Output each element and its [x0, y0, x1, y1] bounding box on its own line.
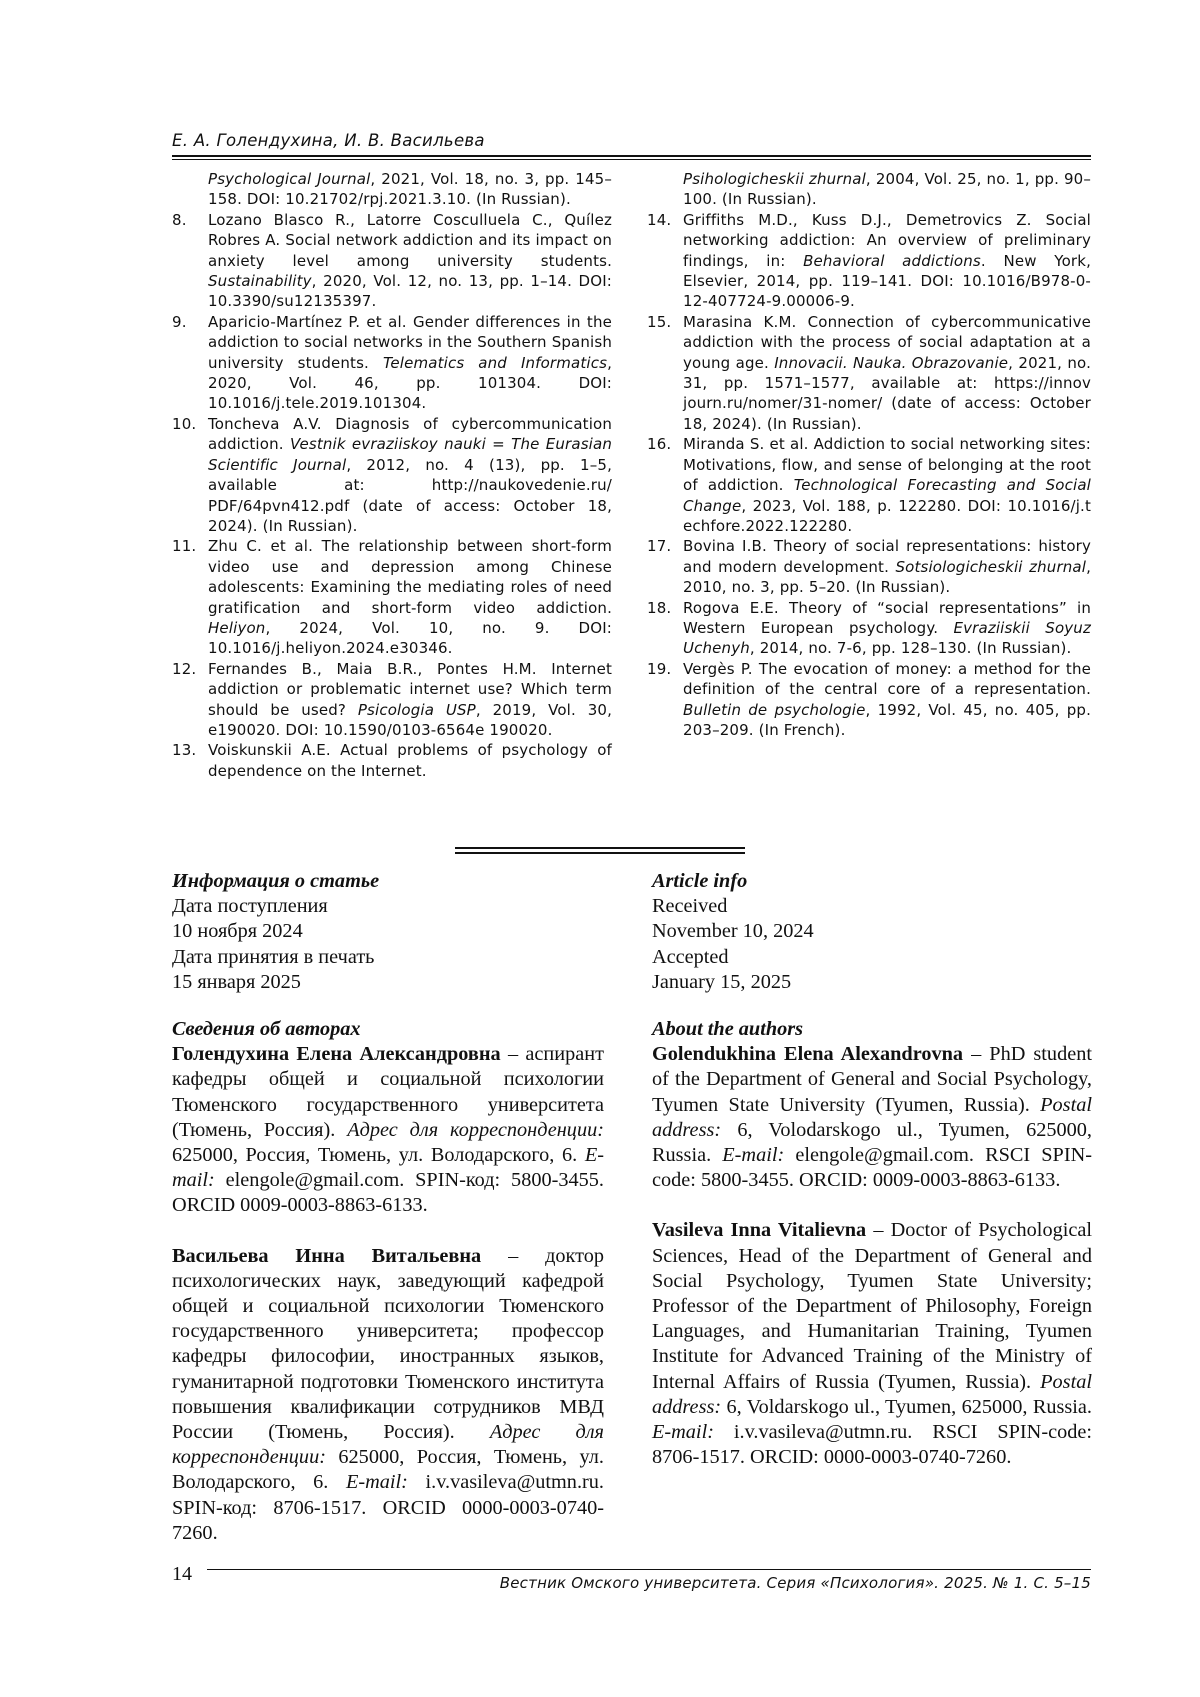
- author-1-address: 6, Volodarskogo ul., Tyumen, 625000, Russia.: [652, 1118, 1092, 1167]
- accepted-date-ru: 15 января 2025: [172, 970, 301, 993]
- reference-text: Miranda S. et al. Addiction to social networking sites: Motivations, flow, and sense of belonging at the root of addiction.: [683, 435, 1091, 495]
- reference-source: Telematics and Informatics: [382, 353, 608, 372]
- header-rule-thin: [172, 159, 1091, 160]
- reference-number: 14.: [647, 210, 672, 229]
- email-label: E-mail:: [722, 1144, 785, 1167]
- reference-text: Aparicio-Martínez P. et al. Gender differences in the addiction to social networks in the Southern Spanish university students.: [208, 312, 612, 372]
- reference-item: [647, 434, 1091, 536]
- reference-details: , 2010, no. 3, pp. 5–20. (In Russian).: [683, 557, 1091, 597]
- reference-text: Marasina K.M. Connection of cybercommunicative addiction with the process of social adaptation at a young age.: [683, 312, 1091, 372]
- reference-details: , 2020, Vol. 46, pp. 101304. DOI: 10.1016/j.tele.2019.101304.: [208, 353, 612, 413]
- reference-details: , 2014, no. 7-6, pp. 128–130. (In Russian).: [749, 639, 1072, 658]
- reference-item: [647, 536, 1091, 597]
- author-2-contacts: i.v.vasileva@utmn.ru. SPIN-код: 8706-1517. ORCID 0000-0003-0740-7260.: [172, 1471, 604, 1544]
- reference-source: Psihologicheskii zhurnal: [683, 170, 866, 188]
- author-1-name-ru: Голендухина Елена Александровна: [172, 1043, 501, 1066]
- running-header-authors: Е. А. Голендухина, И. В. Васильева: [172, 131, 485, 150]
- received-label-ru: Дата поступления: [172, 895, 328, 918]
- received-date-en: November 10, 2024: [652, 920, 814, 943]
- article-info-heading-en: Article info: [652, 870, 748, 892]
- author-2-address: 625000, Россия, Тюмень, ул. Володарского, 6.: [172, 1446, 604, 1494]
- reference-source: Heliyon: [208, 618, 266, 637]
- authors-heading-ru: Сведения об авторах: [172, 1018, 361, 1040]
- reference-item: [647, 659, 1091, 741]
- reference-item: [172, 659, 612, 741]
- reference-item: [172, 740, 612, 781]
- email-label: E-mail:: [172, 1144, 604, 1192]
- reference-source: Innovacii. Nauka. Obrazovanie: [774, 353, 1009, 372]
- author-1-bio-en: [652, 1042, 1092, 1193]
- reference-details: , 2019, Vol. 30, e190020. DOI: 10.1590/0103-6564e 190020.: [208, 700, 612, 739]
- received-label-en: Received: [652, 895, 728, 918]
- author-1-address: 625000, Россия, Тюмень, ул. Володарского, 6.: [172, 1144, 585, 1167]
- author-1-contacts: elengole@gmail.com. RSCI SPIN-code: 5800-3455. ORCID: 0009-0003-8863-6133.: [652, 1144, 1092, 1192]
- author-1-name-en: Golendukhina Elena Alexandrovna: [652, 1043, 964, 1066]
- reference-text: Zhu C. et al. The relationship between short-form video use and depression among Chinese adolescents: Examining the mediating roles of need gratification and short-form video addiction.: [208, 537, 612, 617]
- reference-text: Griffiths M.D., Kuss D.J., Demetrovics Z. Social networking addiction: An overview of preliminary findings, in:: [683, 210, 1091, 270]
- reference-number: 18.: [647, 598, 672, 617]
- reference-source: Psychological Journal: [208, 170, 371, 188]
- references-right-column: [647, 169, 1091, 740]
- authors-en: [652, 1017, 1092, 1470]
- header-rule: [172, 155, 1091, 157]
- reference-text: Vergès P. The evocation of money: a method for the definition of the central core of a representation.: [683, 659, 1091, 699]
- reference-text: Bovina I.B. Theory of social representations: history and modern development.: [683, 537, 1091, 576]
- reference-number: 8.: [172, 210, 187, 229]
- reference-item: [647, 598, 1091, 659]
- footer-rule: [207, 1569, 1091, 1570]
- reference-source: Behavioral addictions: [803, 251, 981, 270]
- page-number: 14: [172, 1563, 192, 1585]
- reference-text: Fernandes B., Maia B.R., Pontes H.M. Internet addiction or problematic internet use? Which term should be used?: [208, 659, 612, 719]
- reference-details: , 2023, Vol. 188, p. 122280. DOI: 10.1016/j.t echfore.2022.122280.: [683, 496, 1091, 535]
- author-2-text: – Doctor of Psychological Sciences, Head of the Department of General and Social Psychology, Tyumen State University; Professor of the Department of Philosophy, Foreign Languages, and Humanitarian Training, Tyumen Institute for Advanced Training of the Ministry of Internal Affairs of Russia (Tyumen, Russia).: [652, 1219, 1092, 1393]
- references-left-column: [172, 169, 612, 781]
- accepted-label-en: Accepted: [652, 945, 729, 968]
- email-label: E-mail:: [345, 1471, 408, 1494]
- reference-item: [172, 210, 612, 312]
- postal-address-label: Адрес для корреспонденции:: [172, 1421, 604, 1469]
- reference-item: [172, 169, 612, 210]
- reference-details: , 1992, Vol. 45, no. 405, pp. 203–209. (In French).: [683, 700, 1091, 739]
- author-2-text: – доктор психологических наук, заведующий кафедрой общей и социальной психологии Тюменского государственного университета; профессор кафедры философии, иностранных языков, гуманитарной подготовки Тюменского института повышения квалификации сотрудников МВД России (Тюмень, Россия).: [172, 1244, 604, 1444]
- reference-text: Toncheva A.V. Diagnosis of cybercommunication addiction.: [208, 414, 612, 454]
- reference-number: 16.: [647, 435, 672, 454]
- author-2-name-en: Vasileva Inna Vitalievna: [652, 1219, 867, 1242]
- reference-source: Technological Forecasting and Social Change: [683, 476, 1092, 515]
- accepted-date-en: January 15, 2025: [652, 970, 792, 993]
- article-info-en: [652, 869, 1092, 995]
- author-1-text: – аспирант кафедры общей и социальной психологии Тюменского государственного университета (Тюмень, Россия).: [172, 1043, 604, 1141]
- reference-number: 12.: [172, 659, 197, 678]
- section-separator-second: [455, 852, 745, 854]
- reference-item: [647, 312, 1091, 434]
- reference-details: , 2020, Vol. 12, no. 13, pp. 1–14. DOI: 10.3390/su12135397.: [208, 272, 612, 311]
- reference-number: 13.: [172, 741, 197, 760]
- authors-ru: [172, 1017, 604, 1546]
- reference-number: 15.: [647, 312, 672, 331]
- reference-details: , 2021, Vol. 18, no. 3, pp. 145–158. DOI: 10.21702/rpj.2021.3.10. (In Russian).: [208, 170, 612, 209]
- author-2-bio-en: [652, 1218, 1092, 1470]
- author-1-bio-ru: [172, 1042, 604, 1218]
- article-info-heading-ru: Информация о статье: [172, 870, 380, 892]
- author-1-text: – PhD student of the Department of General and Social Psychology, Tyumen State University (Tyumen, Russia).: [652, 1043, 1092, 1116]
- article-info-ru: [172, 869, 604, 995]
- reference-number: 11.: [172, 537, 197, 556]
- reference-details: , 2021, no. 31, pp. 1571–1577, available at: https://innov journ.ru/nomer/31-nomer/ (date of access: October 18, 2024). (In Russian).: [683, 353, 1091, 433]
- section-separator: [455, 847, 745, 849]
- reference-details: , 2012, no. 4 (13), pp. 1–5, available at: http://naukovedenie.ru/ PDF/64pvn412.pdf (date of access: October 18, 2024). (In Russian).: [208, 455, 612, 535]
- postal-address-label: Postal address:: [652, 1093, 1092, 1141]
- reference-text: Rogova E.E. Theory of “social representations” in Western European psychology.: [683, 598, 1091, 637]
- reference-details: , 2004, Vol. 25, no. 1, pp. 90–100. (In Russian).: [683, 170, 1092, 209]
- reference-source: Bulletin de psychologie: [683, 700, 866, 719]
- email-label: E-mail:: [652, 1421, 714, 1444]
- author-2-name-ru: Васильева Инна Витальевна: [172, 1244, 482, 1267]
- author-1-contacts: elengole@gmail.com. SPIN-код: 5800-3455. ORCID 0009-0003-8863-6133.: [172, 1169, 604, 1217]
- reference-item: [172, 536, 612, 658]
- reference-source: Sotsiologicheskii zhurnal: [895, 557, 1087, 576]
- reference-source: Psicologia USP: [357, 700, 476, 719]
- reference-item: [172, 414, 612, 536]
- received-date-ru: 10 ноября 2024: [172, 920, 303, 943]
- reference-details: . New York, Elsevier, 2014, pp. 119–141. DOI: 10.1016/B978-0-12-407724-9.00006-9.: [683, 251, 1091, 311]
- reference-item: [172, 312, 612, 414]
- reference-text: Lozano Blasco R., Latorre Cosculluela C., Quílez Robres A. Social network addiction and its impact on anxiety level among university students.: [208, 210, 612, 270]
- reference-item: [647, 210, 1091, 312]
- reference-number: 9.: [172, 312, 187, 331]
- reference-item: [647, 169, 1091, 210]
- reference-source: Sustainability: [208, 272, 312, 291]
- postal-address-label: Адрес для корреспонденции:: [347, 1118, 604, 1141]
- author-2-address: 6, Voldarskogo ul., Tyumen, 625000, Russia.: [721, 1395, 1092, 1418]
- author-2-bio-ru: [172, 1244, 604, 1546]
- reference-source: Vestnik evraziiskoy nauki = The Eurasian Scientific Journal: [208, 435, 612, 474]
- author-2-contacts: i.v.vasileva@utmn.ru. RSCI SPIN-code: 8706-1517. ORCID: 0000-0003-0740-7260.: [652, 1421, 1092, 1469]
- accepted-label-ru: Дата принятия в печать: [172, 945, 375, 968]
- reference-number: 10.: [172, 414, 197, 433]
- reference-details: , 2024, Vol. 10, no. 9. DOI: 10.1016/j.heliyon.2024.e30346.: [208, 618, 612, 658]
- reference-number: 19.: [647, 659, 672, 678]
- journal-footer: Вестник Омского университета. Серия «Психология». 2025. № 1. С. 5–15: [499, 1574, 1091, 1592]
- reference-number: 17.: [647, 537, 672, 556]
- postal-address-label: Postal address:: [652, 1370, 1092, 1418]
- reference-text: Voiskunskii A.E. Actual problems of psychology of dependence on the Internet.: [208, 741, 612, 780]
- reference-source: Evraziiskii Soyuz Uchenyh: [683, 618, 1091, 658]
- authors-heading-en: About the authors: [652, 1018, 804, 1040]
